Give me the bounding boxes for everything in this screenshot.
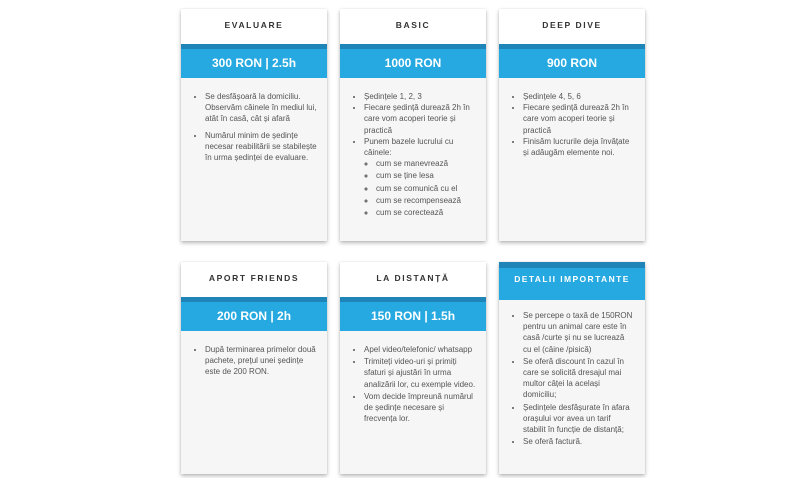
list-item: • Se desfășoară la domiciliu. Observăm câinele în mediul lui, atât în casă, cât și afară [205,91,317,125]
price-bar: 200 RON | 2h [181,297,327,331]
list-item-text: Punem bazele lucrului cu câinele: [364,136,454,158]
list-item: • Se percepe o taxă de 150RON pentru un animal care este în casă /curte și nu se lucrează cu el (câine /pisică) [523,310,635,355]
pricing-card-deep-dive [499,9,645,241]
details-list [509,310,635,447]
feature-list [350,91,476,218]
feature-list [191,91,317,163]
sub-list-item: ◦ cum se manevrează [376,158,476,169]
details-title: DETALII IMPORTANTE [499,262,645,300]
list-item: • Ședințele desfășurate în afara orașului vor avea un tarif stabilit în funcție de distanță; [523,402,635,436]
sub-list-item: ◦ cum se recompensează [376,195,476,206]
list-item: • Ședințele 4, 5, 6 [523,91,635,102]
price-bar: 150 RON | 1.5h [340,297,486,331]
card-title: APORT FRIENDS [181,262,327,297]
card-title: DEEP DIVE [499,9,645,44]
list-item: • Numărul minim de ședințe necesar reabilitării se stabilește în urma ședinței de evaluare. [205,130,317,164]
card-body [499,300,645,455]
list-item: • Finisăm lucrurile deja învățate și adăugăm elemente noi. [523,136,635,158]
list-item: • După terminarea primelor două pachete, prețul unei ședințe este de 200 RON. [205,344,317,378]
price-bar: 300 RON | 2.5h [181,44,327,78]
feature-list [191,344,317,378]
card-title: LA DISTANȚĂ [340,262,486,297]
pricing-card-la-distanta [340,262,486,474]
list-item: • Se oferă discount în cazul în care se solicită dresajul mai multor câței la același domiciliu; [523,356,635,401]
card-body [340,78,486,227]
pricing-card-evaluare [181,9,327,241]
card-title: EVALUARE [181,9,327,44]
price-bar: 900 RON [499,44,645,78]
card-body [340,331,486,433]
feature-list [509,91,635,158]
list-item: • Fiecare ședință durează 2h în care vom acoperi teorie și practică [523,102,635,136]
list-item: • Ședințele 1, 2, 3 [364,91,476,102]
sub-list [364,158,476,218]
pricing-card-aport-friends [181,262,327,474]
feature-list [350,344,476,424]
list-item: • Vom decide împreună numărul de ședințe necesare și frecvența lor. [364,391,476,425]
list-item: • Fiecare ședință durează 2h în care vom acoperi teorie și practică [364,102,476,136]
pricing-card-basic [340,9,486,241]
list-item: • Se oferă factură. [523,436,635,447]
sub-list-item: ◦ cum se comunică cu el [376,183,476,194]
card-body [181,331,327,391]
card-body [181,78,327,176]
card-body [499,78,645,166]
price-bar: 1000 RON [340,44,486,78]
details-card [499,262,645,474]
list-item: • Trimiteți video-uri și primiți sfaturi și ajustări în urma analizării lor, cu exemple video. [364,356,476,390]
sub-list-item: ◦ cum se corectează [376,207,476,218]
card-title: BASIC [340,9,486,44]
list-item: • Apel video/telefonic/ whatsapp [364,344,476,355]
list-item [364,136,476,218]
sub-list-item: ◦ cum se ține lesa [376,170,476,181]
